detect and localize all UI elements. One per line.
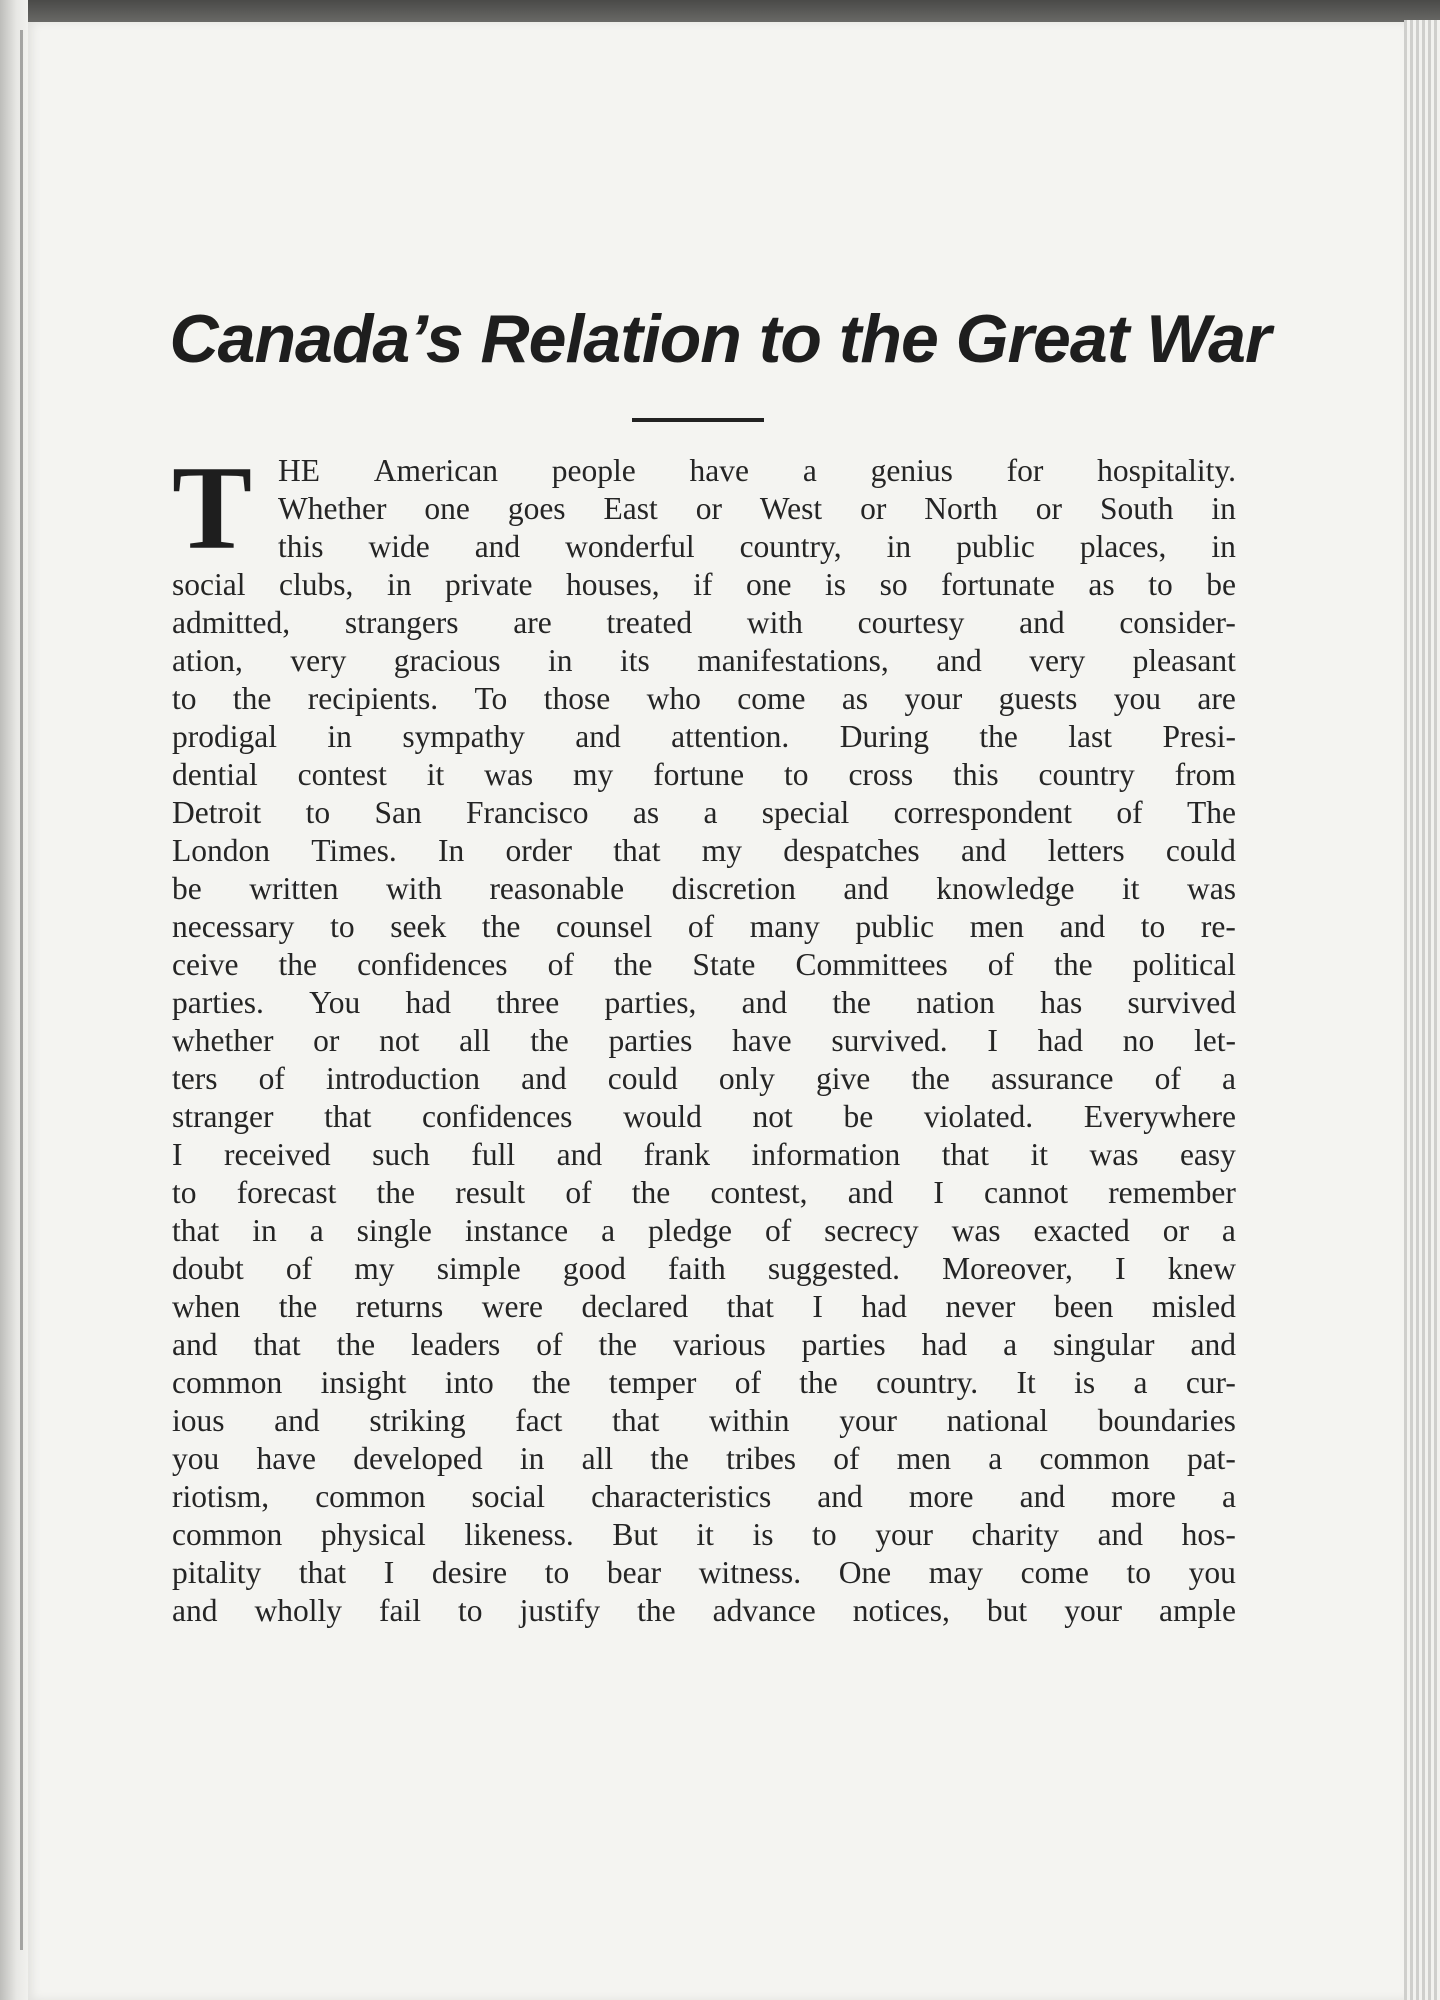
text-line: Detroit to San Francisco as a special correspondent of The (172, 795, 1236, 830)
text-line: I received such full and frank information that it was easy (172, 1137, 1236, 1172)
text-line: dential contest it was my fortune to cross this country from (172, 757, 1236, 792)
text-line: pitality that I desire to bear witness. One may come to you (172, 1555, 1236, 1590)
text-line: HE American people have a genius for hospitality. (278, 453, 1236, 488)
text-line: stranger that confidences would not be violated. Everywhere (172, 1099, 1236, 1134)
text-line: ceive the confidences of the State Committees of the political (172, 947, 1236, 982)
text-line: prodigal in sympathy and attention. During the last Presi- (172, 719, 1236, 754)
text-line: common insight into the temper of the country. It is a cur- (172, 1365, 1236, 1400)
text-line: this wide and wonderful country, in public places, in (278, 529, 1236, 564)
text-line: ious and striking fact that within your national boundaries (172, 1403, 1236, 1438)
text-line: to forecast the result of the contest, and I cannot remember (172, 1175, 1236, 1210)
text-line: common physical likeness. But it is to your charity and hos- (172, 1517, 1236, 1552)
text-line: London Times. In order that my despatches and letters could (172, 833, 1236, 868)
page-title: Canada’s Relation to the Great War (169, 301, 1271, 377)
text-line: when the returns were declared that I had never been misled (172, 1289, 1236, 1324)
text-line: Whether one goes East or West or North or South in (278, 491, 1236, 526)
text-line: and wholly fail to justify the advance notices, but your ample (172, 1593, 1236, 1628)
text-line: whether or not all the parties have survived. I had no let- (172, 1023, 1236, 1058)
article-body (172, 441, 1236, 1630)
text-line: social clubs, in private houses, if one is so fortunate as to be (172, 567, 1236, 602)
text-line: to the recipients. To those who come as your guests you are (172, 681, 1236, 716)
text-line: ters of introduction and could only give the assurance of a (172, 1061, 1236, 1096)
text-line: be written with reasonable discretion and knowledge it was (172, 871, 1236, 906)
text-line: parties. You had three parties, and the nation has survived (172, 985, 1236, 1020)
text-line: and that the leaders of the various parties had a singular and (172, 1327, 1236, 1362)
drop-cap: T (172, 441, 253, 574)
text-line: doubt of my simple good faith suggested. Moreover, I knew (172, 1251, 1236, 1286)
text-line: admitted, strangers are treated with courtesy and consider- (172, 605, 1236, 640)
text-line: necessary to seek the counsel of many public men and to re- (172, 909, 1236, 944)
text-line: ation, very gracious in its manifestations, and very pleasant (172, 643, 1236, 678)
text-line: that in a single instance a pledge of secrecy was exacted or a (172, 1213, 1236, 1248)
text-line: riotism, common social characteristics and more and more a (172, 1479, 1236, 1514)
title-rule (632, 418, 764, 422)
text-line: you have developed in all the tribes of men a common pat- (172, 1441, 1236, 1476)
